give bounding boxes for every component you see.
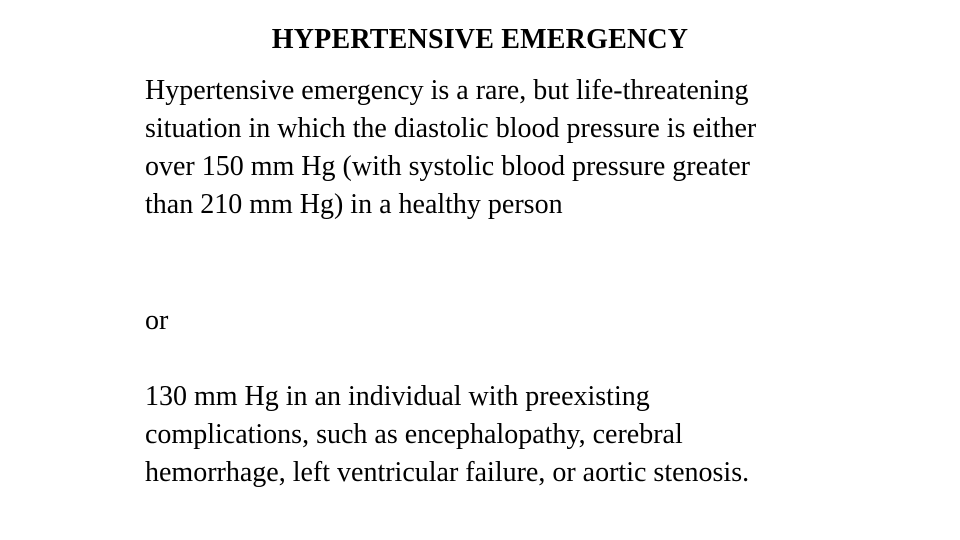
or-connector: or xyxy=(145,305,169,336)
complications-paragraph: 130 mm Hg in an individual with preexisting complications, such as encephalopathy, cerebral hemorrhage, left ventricular failure, or aortic stenosis. xyxy=(145,381,750,488)
slide-title: HYPERTENSIVE EMERGENCY xyxy=(271,24,689,55)
definition-paragraph: Hypertensive emergency is a rare, but life-threatening situation in which the diastolic blood pressure is either over 150 mm Hg (with systolic blood pressure greater than 210 mm Hg) in a healthy person xyxy=(145,75,757,220)
